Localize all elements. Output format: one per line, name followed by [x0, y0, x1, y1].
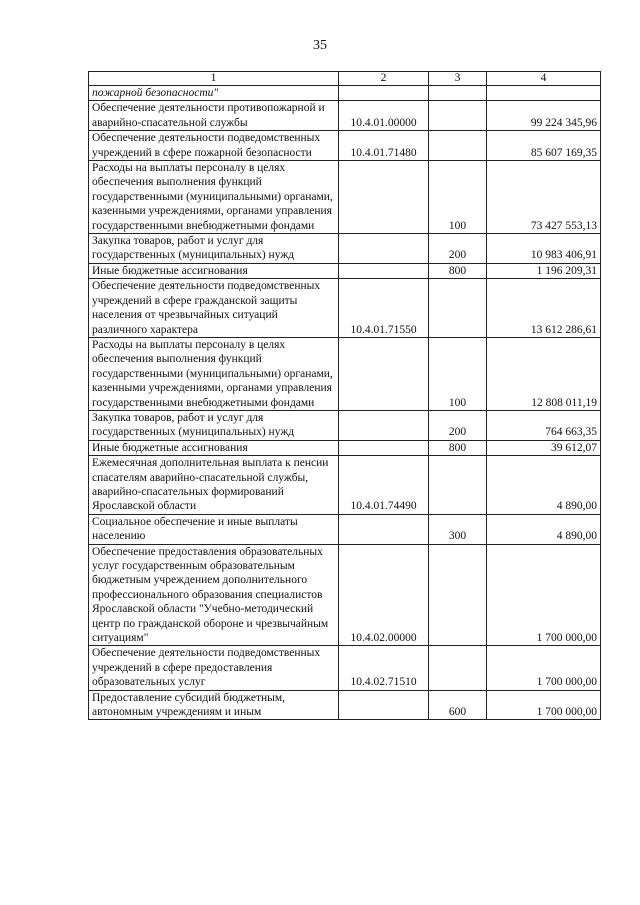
table-row: [89, 161, 601, 234]
table-row: [89, 440, 601, 455]
row-type-cell: 200: [429, 410, 487, 440]
table-row: [89, 456, 601, 515]
row-amount-cell: 764 663,35: [487, 410, 601, 440]
table-row: [89, 544, 601, 646]
row-amount-cell: 99 224 345,96: [487, 101, 601, 131]
row-name-cell: Расходы на выплаты персоналу в целях обеспечения выполнения функций государственными (муниципальными) органами, казенными учреждениями, органами управления государственными внебюджетными фондами: [89, 337, 339, 410]
row-code-cell: [339, 234, 429, 264]
header-row: [89, 72, 601, 86]
table-row: [89, 410, 601, 440]
row-name-cell: Обеспечение деятельности противопожарной и аварийно-спасательной службы: [89, 101, 339, 131]
table-row: [89, 234, 601, 264]
row-type-cell: [429, 86, 487, 101]
row-type-cell: [429, 456, 487, 515]
row-code-cell: 10.4.01.74490: [339, 456, 429, 515]
row-name-cell: Иные бюджетные ассигнования: [89, 440, 339, 455]
row-code-cell: 10.4.02.00000: [339, 544, 429, 646]
row-type-cell: [429, 101, 487, 131]
row-type-cell: 300: [429, 514, 487, 544]
row-type-cell: [429, 646, 487, 690]
budget-table: [88, 71, 601, 720]
row-type-cell: [429, 544, 487, 646]
row-code-cell: [339, 690, 429, 720]
row-code-cell: 10.4.02.71510: [339, 646, 429, 690]
row-amount-cell: 4 890,00: [487, 514, 601, 544]
row-name-cell: Закупка товаров, работ и услуг для государственных (муниципальных) нужд: [89, 410, 339, 440]
header-col-4: 4: [487, 72, 601, 86]
row-code-cell: [339, 514, 429, 544]
row-code-cell: 10.4.01.00000: [339, 101, 429, 131]
table-row: [89, 279, 601, 338]
row-amount-cell: 10 983 406,91: [487, 234, 601, 264]
row-name-cell: Ежемесячная дополнительная выплата к пенсии спасателям аварийно-спасательной службы, аварийно-спасательных формирований Ярославской области: [89, 456, 339, 515]
row-name-cell: Предоставление субсидий бюджетным, автономным учреждениям и иным: [89, 690, 339, 720]
row-amount-cell: 1 700 000,00: [487, 544, 601, 646]
row-amount-cell: 13 612 286,61: [487, 279, 601, 338]
row-name-cell: Социальное обеспечение и иные выплаты населению: [89, 514, 339, 544]
row-type-cell: 200: [429, 234, 487, 264]
header-col-3: 3: [429, 72, 487, 86]
table-row: [89, 101, 601, 131]
row-code-cell: [339, 440, 429, 455]
row-code-cell: [339, 161, 429, 234]
row-name-cell: пожарной безопасности": [89, 86, 339, 101]
table-row: [89, 131, 601, 161]
table-row: [89, 514, 601, 544]
header-col-1: 1: [89, 72, 339, 86]
row-name-cell: Иные бюджетные ассигнования: [89, 263, 339, 278]
row-name-cell: Обеспечение деятельности подведомственных учреждений в сфере пожарной безопасности: [89, 131, 339, 161]
row-type-cell: 800: [429, 263, 487, 278]
row-name-cell: Расходы на выплаты персоналу в целях обеспечения выполнения функций государственными (муниципальными) органами, казенными учреждениями, органами управления государственными внебюджетными фондами: [89, 161, 339, 234]
row-amount-cell: 12 808 011,19: [487, 337, 601, 410]
row-code-cell: [339, 410, 429, 440]
row-amount-cell: [487, 86, 601, 101]
row-code-cell: [339, 337, 429, 410]
table-row: [89, 690, 601, 720]
row-amount-cell: 39 612,07: [487, 440, 601, 455]
row-type-cell: 600: [429, 690, 487, 720]
row-code-cell: [339, 86, 429, 101]
table-row: [89, 263, 601, 278]
table-row: [89, 337, 601, 410]
row-code-cell: 10.4.01.71550: [339, 279, 429, 338]
row-code-cell: [339, 263, 429, 278]
row-name-cell: Обеспечение предоставления образовательных услуг государственным образовательным бюджетным учреждением дополнительного профессионального образования специалистов Ярославской области "Учебно-методический центр по гражданской обороне и чрезвычайным ситуациям": [89, 544, 339, 646]
page-number: 35: [313, 38, 327, 53]
row-type-cell: [429, 131, 487, 161]
row-name-cell: Обеспечение деятельности подведомственных учреждений в сфере предоставления образовательных услуг: [89, 646, 339, 690]
row-amount-cell: 4 890,00: [487, 456, 601, 515]
row-amount-cell: 1 700 000,00: [487, 646, 601, 690]
row-type-cell: 100: [429, 161, 487, 234]
row-code-cell: 10.4.01.71480: [339, 131, 429, 161]
row-name-cell: Обеспечение деятельности подведомственных учреждений в сфере гражданской защиты населения от чрезвычайных ситуаций различного характера: [89, 279, 339, 338]
table-row: [89, 86, 601, 101]
row-amount-cell: 85 607 169,35: [487, 131, 601, 161]
row-type-cell: 800: [429, 440, 487, 455]
row-name-cell: Закупка товаров, работ и услуг для государственных (муниципальных) нужд: [89, 234, 339, 264]
row-amount-cell: 73 427 553,13: [487, 161, 601, 234]
row-amount-cell: 1 196 209,31: [487, 263, 601, 278]
row-amount-cell: 1 700 000,00: [487, 690, 601, 720]
row-type-cell: 100: [429, 337, 487, 410]
row-type-cell: [429, 279, 487, 338]
table-row: [89, 646, 601, 690]
header-col-2: 2: [339, 72, 429, 86]
